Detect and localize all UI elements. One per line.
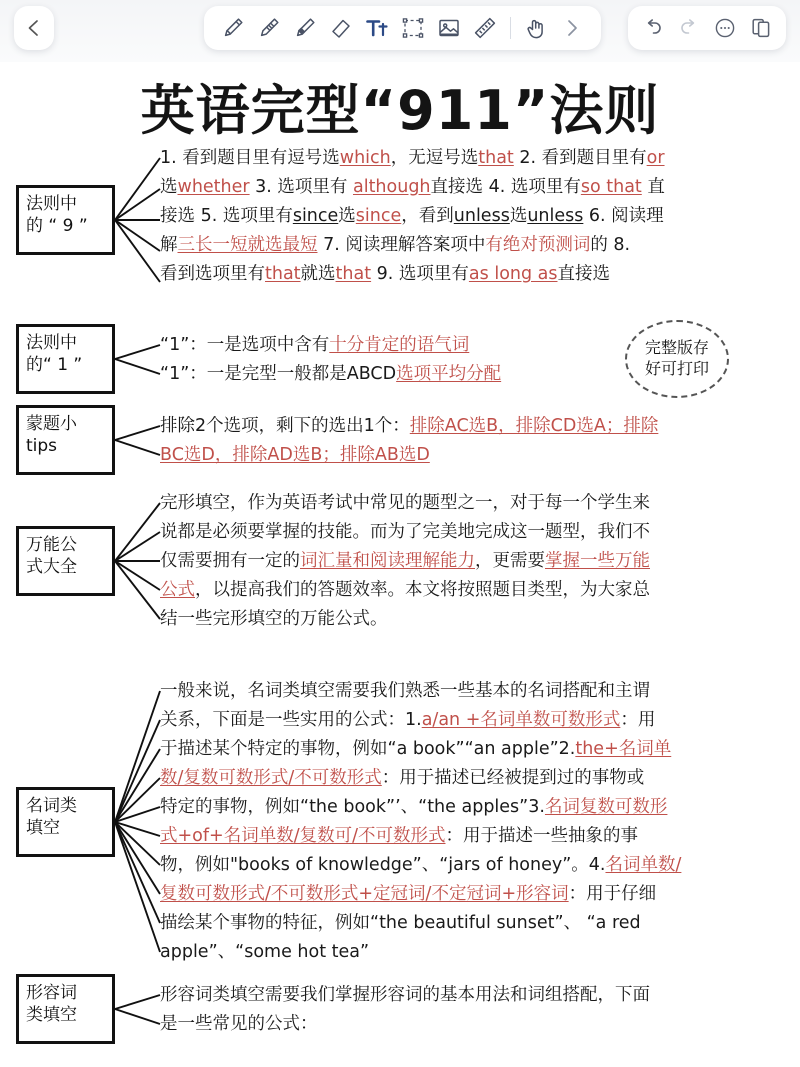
- highlight-run: that: [335, 264, 372, 284]
- highlight-run: 名词单数/: [605, 855, 682, 875]
- highlight-run: 掌握一些万能: [545, 551, 650, 571]
- action-palette: [628, 6, 786, 50]
- text-block-rule-1: [160, 331, 610, 389]
- hand-pointer-icon[interactable]: [519, 10, 553, 46]
- highlight-run: which: [339, 148, 391, 168]
- text-line: [160, 938, 785, 967]
- label-line-1: 法则中: [26, 194, 77, 214]
- text-run: 2. 看到题目里有: [513, 148, 647, 168]
- text-run: 的 8.: [590, 235, 631, 255]
- text-run: 一般来说，名词类填空需要我们熟悉一些基本的名词搭配和主谓: [160, 681, 650, 701]
- stamp-line-1: 完整版存: [644, 338, 709, 358]
- label-line-2: 填空: [26, 818, 60, 839]
- text-run: ，以提高我们的答题效率。本文将按照题目类型，为大家总: [195, 580, 650, 600]
- text-run: ，更需要: [475, 551, 545, 571]
- label-line-2: 式大全: [26, 557, 77, 578]
- text-line: [160, 547, 785, 576]
- text-run: 6. 阅读理: [583, 206, 664, 226]
- text-run: 就选: [300, 264, 336, 284]
- label-box-noun-blank[interactable]: [16, 787, 115, 857]
- text-run: ：用于仔细: [568, 884, 657, 904]
- text-run: 描绘某个事物的特征，例如“the beautiful sunset”、 “a red: [160, 913, 641, 933]
- text-run: 直接选: [557, 264, 610, 284]
- highlight-run: 复数可数形式/不可数形式+定冠词/不定冠词+形容词: [160, 884, 569, 904]
- highlight-run: unless: [527, 206, 584, 226]
- highlight-run: 三长一短就选最短: [177, 235, 318, 255]
- text-line: [160, 880, 785, 909]
- eraser-icon[interactable]: [324, 10, 358, 46]
- highlight-run: 词汇量和阅读理解能力: [300, 551, 475, 571]
- text-line: [160, 360, 610, 389]
- text-line: [160, 735, 785, 764]
- text-run: 排除2个选项，剩下的选出1个：: [160, 416, 410, 436]
- highlight-run: although: [352, 177, 431, 197]
- text-run: “1”：一是完型一般都是ABCD: [160, 364, 397, 384]
- marquee-select-icon[interactable]: [396, 10, 430, 46]
- highlight-run: a/an +名词单数可数形式: [421, 710, 621, 730]
- ellipsis-circle-icon[interactable]: [708, 10, 742, 46]
- highlight-run: 名词复数可数形: [544, 797, 668, 817]
- label-box-adjective-blank[interactable]: [16, 974, 115, 1044]
- text-run: 于描述某个特定的事物，例如“a book”“an apple”2.: [160, 739, 576, 759]
- text-line: [160, 764, 785, 793]
- ruler-icon[interactable]: [468, 10, 502, 46]
- toolbar-divider: [510, 17, 511, 39]
- label-line-1: 万能公: [26, 535, 77, 555]
- page-title: 英语完型“911”法则: [140, 79, 660, 142]
- text-line: [160, 202, 785, 231]
- text-line: [160, 173, 785, 202]
- label-line-1: 蒙题小: [26, 414, 77, 434]
- text-run: 物，例如"books of knowledge”、“jars of honey”。4.: [160, 855, 606, 875]
- text-line: [160, 677, 785, 706]
- note-canvas[interactable]: [0, 62, 800, 1067]
- highlight-run: 十分肯定的语气词: [329, 335, 470, 355]
- text-run: 看到选项里有: [160, 264, 265, 284]
- text-line: [160, 260, 785, 289]
- text-run: 完形填空，作为英语考试中常见的题型之一，对于每一个学生来: [160, 493, 650, 513]
- text-block-rule-9: [160, 144, 785, 289]
- text-run: 解: [160, 235, 178, 255]
- label-line-2: 类填空: [26, 1005, 77, 1026]
- text-run: ，无逗号选: [390, 148, 479, 168]
- text-run: apple”、“some hot tea”: [160, 942, 370, 962]
- text-line: [160, 851, 785, 880]
- text-block-adjective-blank: [160, 981, 785, 1039]
- text-block-formulas: [160, 489, 785, 634]
- highlight-run: unless: [453, 206, 510, 226]
- text-run: 直: [641, 177, 665, 197]
- text-run: 选: [160, 177, 178, 197]
- status-badge-printable: [625, 320, 729, 398]
- label-line-1: 名词类: [26, 796, 77, 816]
- text-block-noun-blank: [160, 677, 785, 967]
- label-box-guess-tips[interactable]: [16, 405, 115, 475]
- text-line: [160, 576, 785, 605]
- copy-pages-icon[interactable]: [744, 10, 778, 46]
- tool-palette: [204, 6, 601, 50]
- back-arrow-icon[interactable]: [17, 10, 51, 46]
- text-run: 形容词类填空需要我们掌握形容词的基本用法和词组搭配，下面: [160, 985, 650, 1005]
- text-line: [160, 441, 785, 470]
- text-run: 3. 选项里有: [249, 177, 353, 197]
- back-button[interactable]: [14, 6, 54, 50]
- text-run: 是一些常见的公式：: [160, 1014, 318, 1034]
- text-Tt-icon[interactable]: [360, 10, 394, 46]
- text-run: 结一些完形填空的万能公式。: [160, 609, 388, 629]
- text-run: 9. 选项里有: [371, 264, 469, 284]
- highlight-run: 选项平均分配: [396, 364, 502, 384]
- text-run: 说都是必须要掌握的技能。而为了完美地完成这一题型，我们不: [160, 522, 650, 542]
- text-run: ，看到: [401, 206, 454, 226]
- text-run: 直接选 4. 选项里有: [430, 177, 581, 197]
- text-run: “1”：一是选项中含有: [160, 335, 330, 355]
- highlight-run: 式+of+名词单数/复数可/不可数形式: [160, 826, 446, 846]
- label-line-1: 法则中: [26, 333, 77, 353]
- text-line: [160, 331, 610, 360]
- highlight-run: since: [355, 206, 402, 226]
- text-line: [160, 1010, 785, 1039]
- label-line-1: 形容词: [26, 983, 77, 1003]
- highlight-run: or: [646, 148, 665, 168]
- text-run: 1. 看到题目里有逗号选: [160, 148, 340, 168]
- text-line: [160, 489, 785, 518]
- label-box-formulas[interactable]: [16, 526, 115, 596]
- text-line: [160, 909, 785, 938]
- highlight-run: whether: [177, 177, 250, 197]
- text-line: [160, 706, 785, 735]
- text-run: 选: [509, 206, 528, 226]
- text-line: [160, 981, 785, 1010]
- highlighter-icon[interactable]: [288, 10, 322, 46]
- text-line: [160, 144, 785, 173]
- highlight-run: 公式: [160, 580, 195, 600]
- label-line-2: 的 “ 9 ”: [26, 216, 88, 237]
- text-line: [160, 822, 785, 851]
- top-toolbar: [0, 0, 800, 62]
- label-line-2: tips: [26, 436, 58, 457]
- text-run: 7. 阅读理解答案项中: [317, 235, 486, 255]
- text-run: 选: [338, 206, 356, 226]
- highlight-run: that: [265, 264, 301, 284]
- text-line: [160, 412, 785, 441]
- highlight-run: so that: [580, 177, 642, 197]
- text-run: ：用: [620, 710, 656, 730]
- text-block-guess-tips: [160, 412, 785, 470]
- text-run: 接选 5. 选项里有: [160, 206, 293, 226]
- label-box-rule-1[interactable]: [16, 324, 115, 394]
- chevron-right-icon[interactable]: [555, 10, 589, 46]
- highlight-run: 排除AC选B，排除CD选A；排除: [409, 416, 659, 436]
- stamp-line-2: 好可打印: [644, 359, 709, 378]
- highlight-run: the+名词单: [575, 739, 672, 759]
- highlight-run: since: [292, 206, 339, 226]
- text-run: 仅需要拥有一定的: [160, 551, 300, 571]
- highlight-run: as long as: [468, 264, 558, 284]
- text-run: ：用于描述一些抽象的事: [445, 826, 638, 846]
- highlight-run: 有绝对预测词: [485, 235, 591, 255]
- text-line: [160, 231, 785, 260]
- pen-icon[interactable]: [216, 10, 250, 46]
- pencil-icon[interactable]: [252, 10, 286, 46]
- text-line: [160, 793, 785, 822]
- highlight-run: that: [478, 148, 514, 168]
- text-run: 关系，下面是一些实用的公式：1.: [160, 710, 422, 730]
- label-box-rule-9[interactable]: [16, 185, 115, 255]
- undo-icon[interactable]: [636, 10, 670, 46]
- text-line: [160, 605, 785, 634]
- highlight-run: BC选D，排除AD选B；排除AB选D: [160, 445, 430, 465]
- image-icon[interactable]: [432, 10, 466, 46]
- highlight-run: 数/复数可数形式/不可数形式: [160, 768, 382, 788]
- redo-icon[interactable]: [672, 10, 706, 46]
- text-run: ：用于描述已经被提到过的事物或: [381, 768, 645, 788]
- text-run: 特定的事物，例如“the book”’、“the apples”3.: [160, 797, 545, 817]
- label-line-2: 的“ 1 ”: [26, 355, 83, 376]
- text-line: [160, 518, 785, 547]
